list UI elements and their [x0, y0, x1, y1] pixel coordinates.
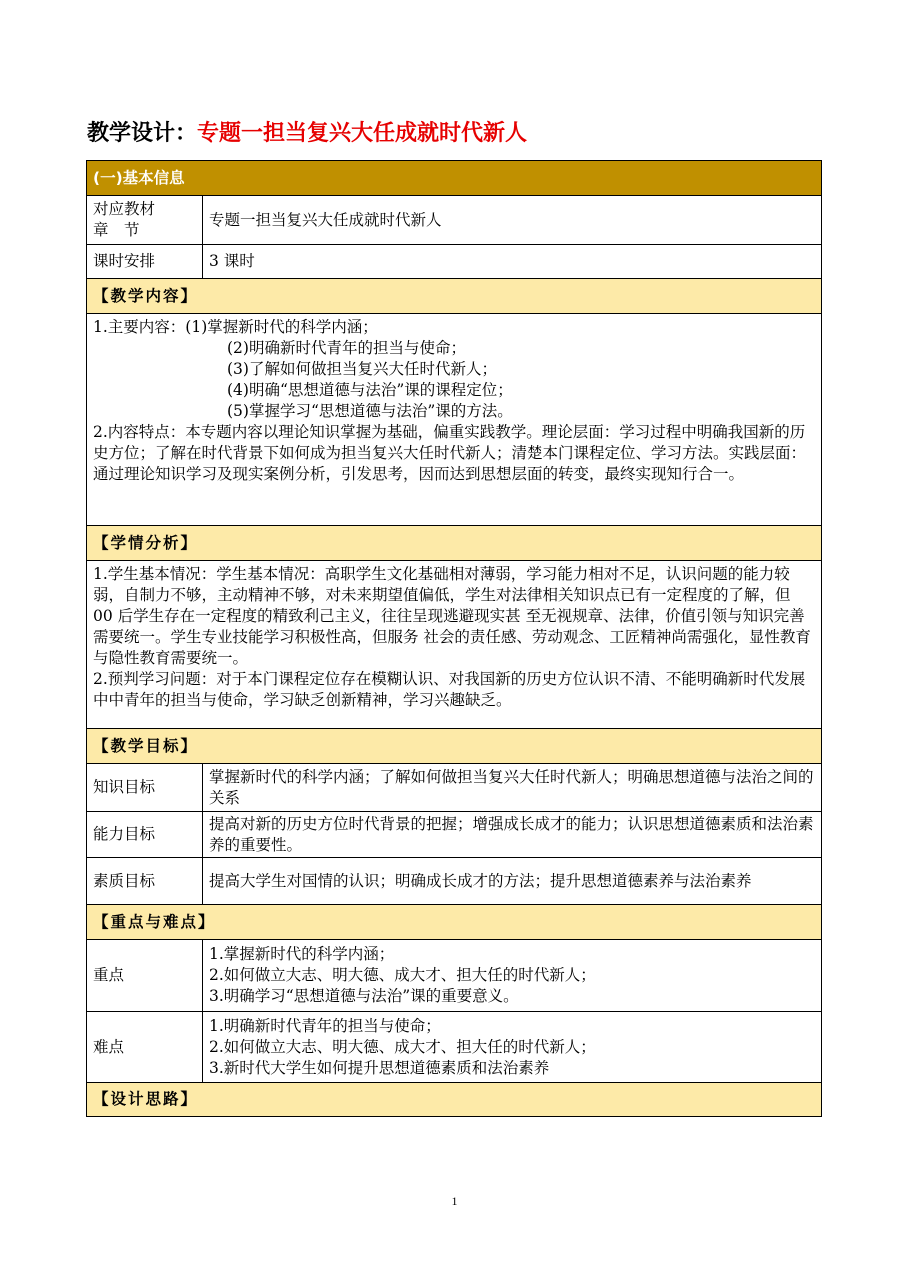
title-topic: 专题一担当复兴大任成就时代新人	[197, 121, 528, 146]
key-point-list	[203, 940, 822, 1012]
content-item: (5)掌握学习“思想道德与法治”课的方法。	[227, 402, 513, 420]
content-header-row	[87, 279, 822, 314]
list-item: 2.如何做立大志、明大德、成大才、担大任的时代新人；	[209, 1037, 596, 1056]
objective-value: 掌握新时代的科学内涵；了解如何做担当复兴大任时代新人；明确思想道德与法治之间的关系	[203, 764, 822, 812]
title-prefix: 教学设计：	[87, 121, 198, 146]
analysis-body-row	[87, 561, 822, 729]
lesson-plan-table	[86, 160, 822, 1117]
list-item: 2.如何做立大志、明大德、成大才、担大任的时代新人；	[209, 966, 596, 984]
page-title	[87, 116, 527, 147]
objective-value: 提高大学生对国情的认识；明确成长成才的方法；提升思想道德素养与法治素养	[203, 858, 822, 905]
objectives-header: 【教学目标】	[87, 729, 822, 764]
textbook-row	[87, 196, 822, 245]
textbook-label-line1: 对应教材	[93, 200, 156, 218]
textbook-label	[87, 196, 203, 245]
page-number: 1	[451, 1194, 458, 1208]
content-line1: 1.主要内容：(1)掌握新时代的科学内涵；	[93, 318, 378, 336]
key-points-header: 【重点与难点】	[87, 905, 822, 940]
objective-label: 能力目标	[87, 812, 203, 858]
objective-row-quality	[87, 858, 822, 905]
content-item: (4)明确“思想道德与法治”课的课程定位；	[227, 381, 513, 399]
key-point-label: 重点	[87, 940, 203, 1012]
list-item: 3.新时代大学生如何提升思想道德素质和法治素养	[209, 1058, 550, 1077]
basic-info-header: (一)基本信息	[87, 161, 822, 196]
schedule-label: 课时安排	[87, 245, 203, 279]
objective-row-knowledge	[87, 764, 822, 812]
schedule-value: 3 课时	[203, 245, 822, 279]
analysis-learning-problems: 2.预判学习问题：对于本门课程定位存在模糊认识、对我国新的历史方位认识不清、不能明确新时代发展中中青年的担当与使命，学习缺乏创新精神，学习兴趣缺乏。	[93, 670, 806, 709]
list-item: 1.掌握新时代的科学内涵；	[209, 945, 395, 963]
list-item: 1.明确新时代青年的担当与使命；	[209, 1016, 441, 1035]
objectives-header-row	[87, 729, 822, 764]
content-item: (3)了解如何做担当复兴大任时代新人；	[227, 360, 497, 378]
difficulty-row	[87, 1012, 822, 1083]
objective-label: 知识目标	[87, 764, 203, 812]
schedule-row	[87, 245, 822, 279]
objective-label: 素质目标	[87, 858, 203, 905]
design-header: 【设计思路】	[87, 1083, 822, 1117]
basic-info-header-row	[87, 161, 822, 196]
analysis-body	[87, 561, 822, 729]
content-item: (2)明确新时代青年的担当与使命；	[227, 339, 466, 357]
objective-value: 提高对新的历史方位时代背景的把握；增强成长成才的能力；认识思想道德素质和法治素养的重要性。	[203, 812, 822, 858]
content-features: 2.内容特点：本专题内容以理论知识掌握为基础，偏重实践教学。理论层面：学习过程中明确我国新的历史方位；了解在时代背景下如何成为担当复兴大任时代新人；清楚本门课程定位、学习方法。实践层面：通过理论知识学习及现实案例分析，引发思考，因而达到思想层面的转变，最终实现知行合一。	[93, 423, 807, 483]
analysis-header: 【学情分析】	[87, 526, 822, 561]
list-item: 3.明确学习“思想道德与法治”课的重要意义。	[209, 987, 519, 1005]
difficulty-label: 难点	[87, 1012, 203, 1083]
content-body	[87, 314, 822, 526]
textbook-label-line2: 章 节	[93, 221, 140, 239]
difficulty-list	[203, 1012, 822, 1083]
content-body-row	[87, 314, 822, 526]
content-header: 【教学内容】	[87, 279, 822, 314]
objective-row-ability	[87, 812, 822, 858]
analysis-header-row	[87, 526, 822, 561]
textbook-value: 专题一担当复兴大任成就时代新人	[203, 196, 822, 245]
key-points-header-row	[87, 905, 822, 940]
key-point-row	[87, 940, 822, 1012]
design-header-row	[87, 1083, 822, 1117]
analysis-basic-situation: 1.学生基本情况：学生基本情况：高职学生文化基础相对薄弱，学习能力相对不足，认识问题的能力较弱，自制力不够，主动精神不够，对未来期望值偏低，学生对法律相关知识点已有一定程度的了解，但 00 后学生存在一定程度的精致利己主义，往往呈现逃避现实甚 至无视规章、法律，价值引领与知识完善需要统一。学生专业技能学习积极性高，但服务 社会的责任感、劳动观念、工匠精神尚需强化，显性教育与隐性教育需要统一。	[93, 565, 811, 667]
